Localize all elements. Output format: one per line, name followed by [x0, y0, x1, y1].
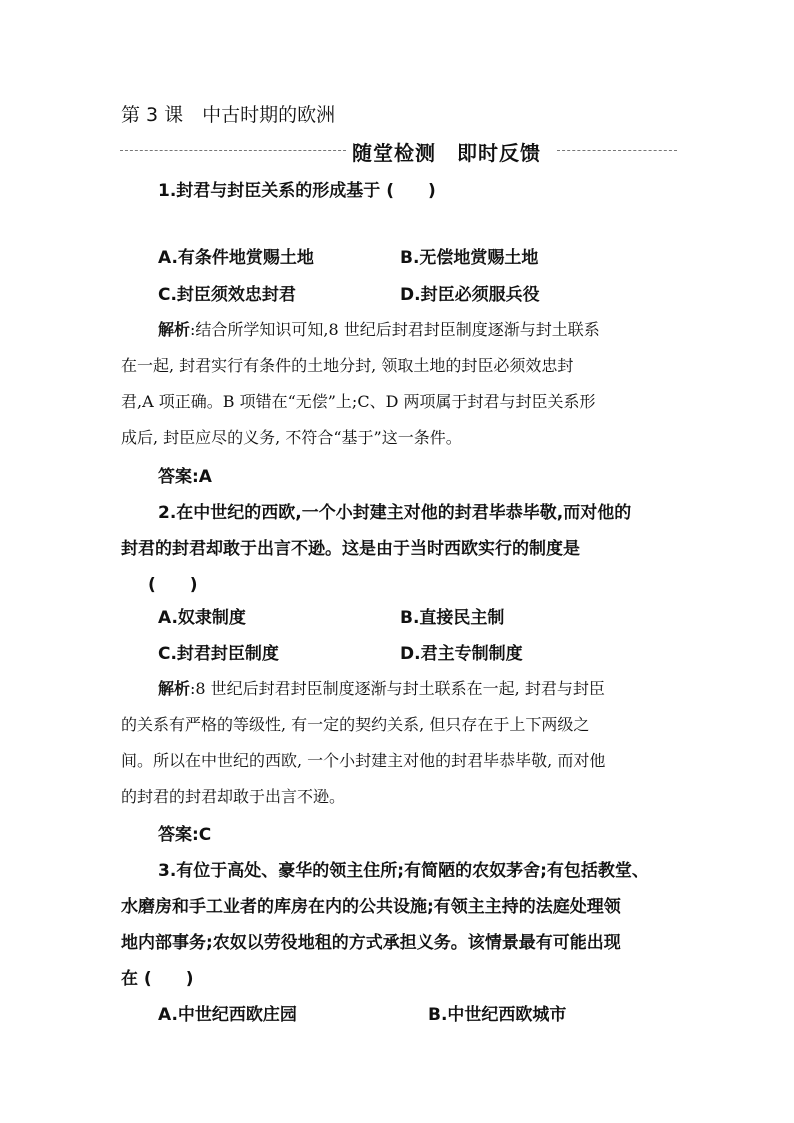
- lesson-title: 第 3 课 中古时期的欧洲: [121, 104, 336, 126]
- q1-option-d[interactable]: D.封臣必须服兵役: [400, 285, 540, 305]
- section-rule-left: [120, 150, 346, 151]
- q2-answer: 答案:C: [158, 825, 212, 845]
- q2-analysis-line-2: 的关系有严格的等级性, 有一定的契约关系, 但只存在于上下两级之: [121, 715, 590, 734]
- q2-analysis-label: 解析: [158, 679, 191, 698]
- q2-option-c[interactable]: C.封君封臣制度: [158, 644, 279, 664]
- question-3-stem-line-4: 在 ( ): [121, 969, 194, 989]
- q1-analysis-line-2: 在一起, 封君实行有条件的土地分封, 领取土地的封臣必须效忠封: [121, 356, 574, 375]
- q2-option-a[interactable]: A.奴隶制度: [158, 608, 246, 628]
- q2-analysis-line-4: 的封君的封君却敢于出言不逊。: [121, 787, 346, 806]
- section-title: 随堂检测 即时反馈: [352, 141, 541, 165]
- question-1-stem: 1.封君与封臣关系的形成基于 ( ): [158, 181, 436, 201]
- q1-analysis-line-1: 解析:结合所学知识可知,8 世纪后封君封臣制度逐渐与封土联系: [158, 320, 600, 339]
- question-2-stem-line-3: ( ): [148, 575, 198, 595]
- section-rule-right: [557, 150, 677, 151]
- q3-option-b[interactable]: B.中世纪西欧城市: [428, 1005, 567, 1025]
- q2-option-d[interactable]: D.君主专制制度: [400, 644, 523, 664]
- q3-option-a[interactable]: A.中世纪西欧庄园: [158, 1005, 297, 1025]
- question-3-stem-line-3: 地内部事务;农奴以劳役地租的方式承担义务。该情景最有可能出现: [121, 933, 621, 953]
- q1-option-c[interactable]: C.封臣须效忠封君: [158, 285, 296, 305]
- q1-analysis-line-4: 成后, 封臣应尽的义务, 不符合“基于”这一条件。: [121, 428, 462, 447]
- q2-option-b[interactable]: B.直接民主制: [400, 608, 505, 628]
- q2-analysis-line-1: 解析:8 世纪后封君封臣制度逐渐与封土联系在一起, 封君与封臣: [158, 679, 605, 698]
- q1-analysis-label: 解析: [158, 320, 191, 339]
- question-3-stem-line-2: 水磨房和手工业者的库房在内的公共设施;有领主主持的法庭处理领: [121, 897, 621, 917]
- question-2-stem-line-1: 2.在中世纪的西欧,一个小封建主对他的封君毕恭毕敬,而对他的: [158, 503, 632, 523]
- question-3-stem-line-1: 3.有位于高处、豪华的领主住所;有简陋的农奴茅舍;有包括教堂、: [158, 861, 649, 881]
- q2-analysis-line-3: 间。所以在中世纪的西欧, 一个小封建主对他的封君毕恭毕敬, 而对他: [121, 751, 606, 770]
- q1-option-a[interactable]: A.有条件地赏赐土地: [158, 248, 314, 268]
- question-2-stem-line-2: 封君的封君却敢于出言不逊。这是由于当时西欧实行的制度是: [121, 539, 580, 559]
- q1-answer: 答案:A: [158, 467, 212, 487]
- q1-option-b[interactable]: B.无偿地赏赐土地: [400, 248, 539, 268]
- q1-analysis-line-3: 君,A 项正确。B 项错在“无偿”上;C、D 两项属于封君与封臣关系形: [121, 392, 596, 411]
